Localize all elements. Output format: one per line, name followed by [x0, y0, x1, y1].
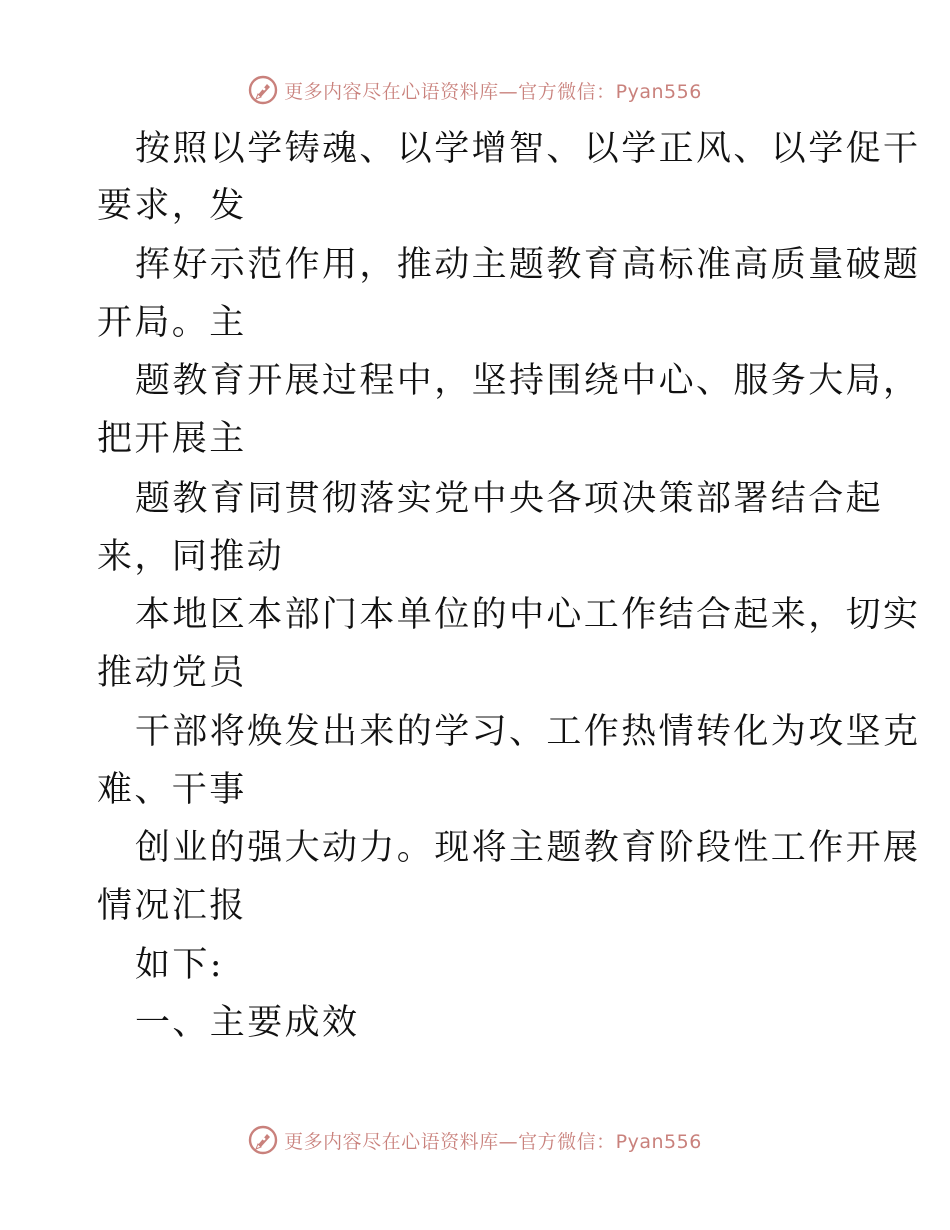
- paragraph-line: 开局。主: [97, 303, 247, 343]
- watermark-text: 更多内容尽在心语资料库—官方微信：Pyan556: [284, 80, 702, 103]
- paragraph-line: 创业的强大动力。现将主题教育阶段性工作开展: [135, 828, 921, 868]
- paragraph-line: 本地区本部门本单位的中心工作结合起来，切实: [135, 595, 921, 635]
- header-watermark: [0, 72, 950, 108]
- paragraph-line: 按照以学铸魂、以学增智、以学正风、以学促干: [135, 129, 921, 169]
- paragraph-line: 要求，发: [97, 186, 247, 226]
- paragraph-line: 如下:: [135, 945, 224, 985]
- pen-nib-logo-icon: [248, 75, 278, 105]
- paragraph-line: 题教育开展过程中，坚持围绕中心、服务大局，: [135, 361, 921, 401]
- paragraph-line: 把开展主: [97, 419, 247, 459]
- footer-watermark: [0, 1122, 950, 1158]
- paragraph-line: 来，同推动: [97, 537, 285, 577]
- watermark-text: 更多内容尽在心语资料库—官方微信：Pyan556: [284, 1130, 702, 1153]
- paragraph-line: 难、干事: [97, 770, 247, 810]
- section-heading: 一、主要成效: [135, 1003, 360, 1043]
- paragraph-line: 干部将焕发出来的学习、工作热情转化为攻坚克: [135, 712, 921, 752]
- paragraph-line: 题教育同贯彻落实党中央各项决策部署结合起: [135, 479, 884, 519]
- paragraph-line: 情况汇报: [97, 886, 247, 926]
- paragraph-line: 推动党员: [97, 653, 247, 693]
- paragraph-line: 挥好示范作用，推动主题教育高标准高质量破题: [135, 245, 921, 285]
- pen-nib-logo-icon: [248, 1125, 278, 1155]
